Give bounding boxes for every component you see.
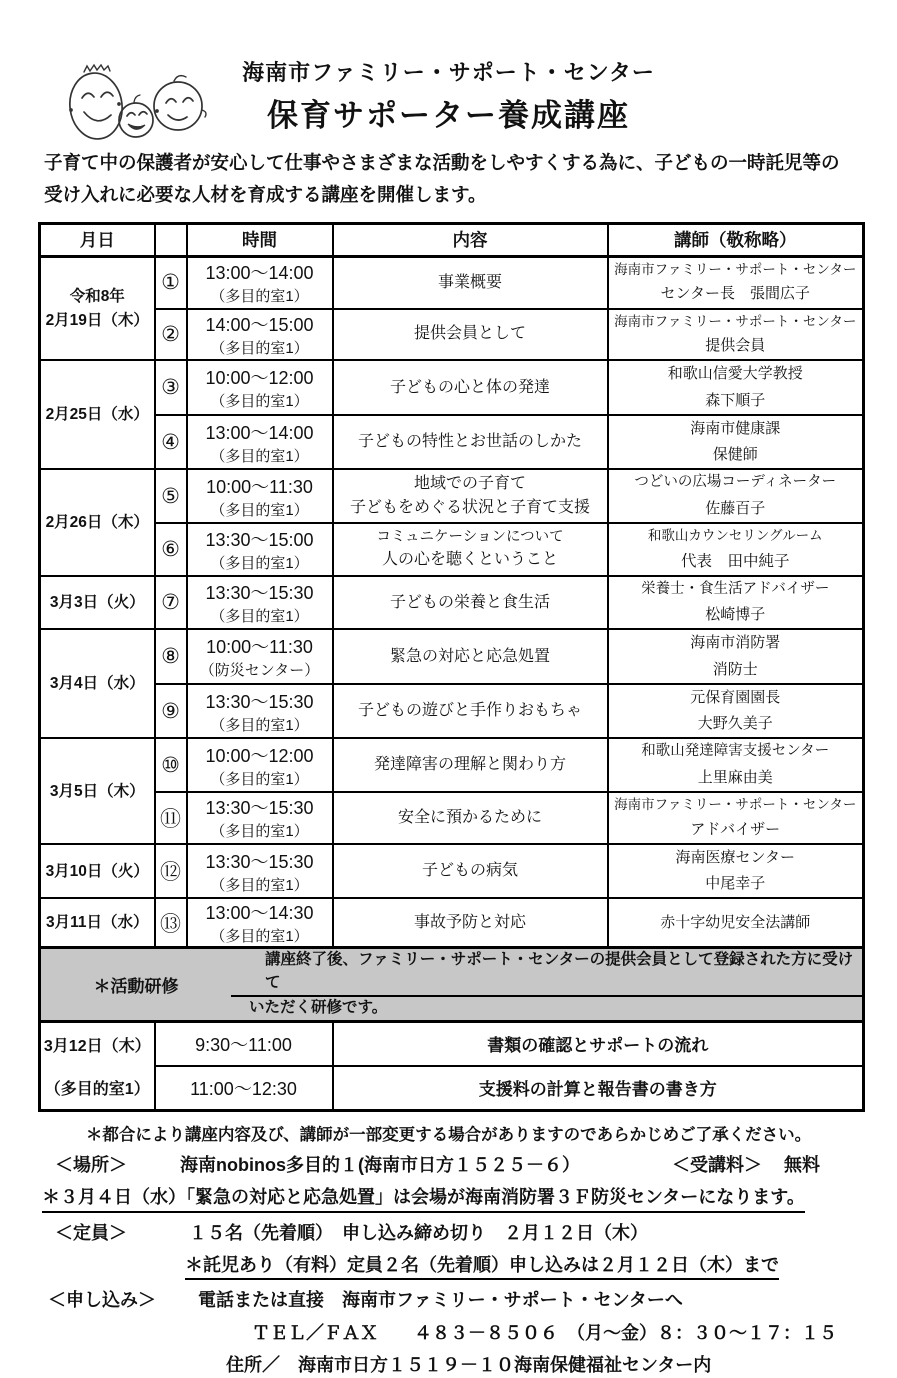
date-cell: 令和8年 2月19日（木） <box>40 256 155 360</box>
time-cell: 13:00～14:30 （多目的室1） <box>187 898 333 948</box>
instructor-cell: 海南市ファミリー・サポート・センター アドバイザー <box>608 792 864 844</box>
col-header-num <box>155 223 187 256</box>
address-line <box>0 1354 897 1377</box>
date-cell: 3月3日（火） <box>40 576 155 630</box>
schedule-row <box>40 256 864 308</box>
date-cell: 2月25日（水） <box>40 360 155 469</box>
instructor-cell: 栄養士・食生活アドバイザー 松崎博子 <box>608 576 864 630</box>
lesson-number: ④ <box>155 415 187 470</box>
childcare-note-line <box>0 1254 897 1280</box>
schedule-row <box>40 360 864 415</box>
schedule-table <box>38 222 865 1112</box>
capacity-line <box>0 1222 897 1245</box>
time-cell: 10:00～11:30 （多目的室1） <box>187 469 333 523</box>
schedule-row <box>40 844 864 899</box>
apply-value: 電話または直接 海南市ファミリー・サポート・センターへ <box>198 1290 683 1311</box>
table-header-row <box>40 223 864 256</box>
content-cell: 提供会員として <box>333 309 608 361</box>
tel-line <box>0 1322 897 1345</box>
place-value: 海南nobinos多目的１(海南市日方１５２５－６） <box>180 1154 580 1175</box>
time-cell: 13:30～15:30 （多目的室1） <box>187 844 333 899</box>
date-cell: 3月4日（水） <box>40 629 155 738</box>
instructor-cell: つどいの広場コーディネーター 佐藤百子 <box>608 469 864 523</box>
time-cell: 10:00～12:00 （多目的室1） <box>187 360 333 415</box>
schedule-row <box>40 684 864 739</box>
capacity-label: ＜定員＞ <box>55 1222 127 1243</box>
instructor-cell: 元保育園園長 大野久美子 <box>608 684 864 739</box>
instructor-cell: 和歌山信愛大学教授 森下順子 <box>608 360 864 415</box>
time-cell: 10:00～11:30 （防災センター） <box>187 629 333 684</box>
schedule-row <box>40 738 864 792</box>
schedule-row <box>40 629 864 684</box>
page-title: 保育サポーター養成講座 <box>267 98 630 133</box>
content-cell: 子どもの栄養と食生活 <box>333 576 608 630</box>
intro-line-2: 受け入れに必要な人材を育成する講座を開催します。 <box>44 183 487 205</box>
time-cell: 13:00～14:00 （多目的室1） <box>187 256 333 308</box>
date-cell: 3月10日（火） <box>40 844 155 899</box>
lesson-number: ⑪ <box>155 792 187 844</box>
date-cell: 3月5日（木） <box>40 738 155 844</box>
col-header-instructor: 講師（敬称略） <box>608 223 864 256</box>
lesson-number: ⑧ <box>155 629 187 684</box>
lesson-number: ⑤ <box>155 469 187 523</box>
training-time-cell: 11:00～12:30 <box>155 1066 333 1111</box>
schedule-row <box>40 898 864 948</box>
instructor-cell: 海南市ファミリー・サポート・センター センター長 張間広子 <box>608 256 864 308</box>
place-note: ＊３月４日（水）「緊急の対応と応急処置」は会場が海南消防署３Ｆ防災センターになります。 <box>42 1186 805 1212</box>
schedule-row <box>40 309 864 361</box>
schedule-row <box>40 576 864 630</box>
content-cell: 地域での子育て 子どもをめぐる状況と子育て支援 <box>333 469 608 523</box>
instructor-cell: 和歌山カウンセリングルーム 代表 田中純子 <box>608 523 864 576</box>
address-value: 住所／ 海南市日方１５１９－１０海南保健福祉センター内 <box>226 1355 712 1376</box>
content-cell: 子どもの心と体の発達 <box>333 360 608 415</box>
lesson-number: ⑦ <box>155 576 187 630</box>
instructor-cell: 海南医療センター 中尾幸子 <box>608 844 864 899</box>
content-cell: 事業概要 <box>333 256 608 308</box>
time-cell: 13:00～14:00 （多目的室1） <box>187 415 333 470</box>
lesson-number: ① <box>155 256 187 308</box>
col-header-time: 時間 <box>187 223 333 256</box>
time-cell: 13:30～15:30 （多目的室1） <box>187 684 333 739</box>
time-cell: 13:30～15:30 （多目的室1） <box>187 576 333 630</box>
time-cell: 13:30～15:00 （多目的室1） <box>187 523 333 576</box>
content-cell: 子どもの病気 <box>333 844 608 899</box>
place-line <box>0 1154 897 1177</box>
training-content-cell: 支援料の計算と報告書の書き方 <box>333 1066 864 1111</box>
col-header-date: 月日 <box>40 223 155 256</box>
apply-label: ＜申し込み＞ <box>48 1290 156 1311</box>
lesson-number: ③ <box>155 360 187 415</box>
activity-training-note-2: いただく研修です。 <box>249 999 388 1017</box>
lesson-number: ⑥ <box>155 523 187 576</box>
tel-fax-value: ＴＥＬ／ＦＡＸ ４８３－８５０６ （月～金）８：３０～１７：１５ <box>252 1322 837 1343</box>
organization-title: 海南市ファミリー・サポート・センター <box>242 60 655 85</box>
content-cell: 子どもの遊びと手作りおもちゃ <box>333 684 608 739</box>
lesson-number: ⑨ <box>155 684 187 739</box>
content-cell: コミュニケーションについて 人の心を聴くということ <box>333 523 608 576</box>
lesson-number: ⑫ <box>155 844 187 899</box>
schedule-row <box>40 523 864 576</box>
lesson-number: ⑩ <box>155 738 187 792</box>
training-row <box>40 1066 864 1111</box>
instructor-cell: 赤十字幼児安全法講師 <box>608 898 864 948</box>
activity-training-label: ＊活動研修 <box>93 977 179 997</box>
content-cell: 緊急の対応と応急処置 <box>333 629 608 684</box>
training-row <box>40 1021 864 1066</box>
instructor-cell: 海南市ファミリー・サポート・センター 提供会員 <box>608 309 864 361</box>
apply-line <box>0 1289 897 1312</box>
place-note-line <box>0 1186 897 1212</box>
instructor-cell: 海南市消防署 消防士 <box>608 629 864 684</box>
activity-training-band <box>40 948 864 1021</box>
lesson-number: ② <box>155 309 187 361</box>
content-cell: 発達障害の理解と関わり方 <box>333 738 608 792</box>
content-cell: 事故予防と対応 <box>333 898 608 948</box>
childcare-note: ＊託児あり（有料）定員２名（先着順）申し込みは２月１２日（木）まで <box>185 1254 779 1280</box>
lesson-number: ⑬ <box>155 898 187 948</box>
intro-line-1: 子育て中の保護者が安心して仕事やさまざまな活動をしやすくする為に、子どもの一時託児等の <box>44 152 840 173</box>
time-cell: 14:00～15:00 （多目的室1） <box>187 309 333 361</box>
col-header-content: 内容 <box>333 223 608 256</box>
place-label: ＜場所＞ <box>55 1154 127 1175</box>
content-cell: 子どもの特性とお世話のしかた <box>333 415 608 470</box>
schedule-row <box>40 469 864 523</box>
fee-value: 無料 <box>783 1154 820 1175</box>
fee-label: ＜受講料＞ <box>671 1154 762 1175</box>
capacity-value: １５名（先着順） 申し込み締め切り ２月１２日（木） <box>189 1222 648 1243</box>
training-content-cell: 書類の確認とサポートの流れ <box>333 1021 864 1066</box>
instructor-cell: 海南市健康課 保健師 <box>608 415 864 470</box>
date-cell: 2月26日（木） <box>40 469 155 575</box>
schedule-row <box>40 415 864 470</box>
change-disclaimer: ＊都合により講座内容及び、講師が一部変更する場合がありますのであらかじめご了承ください。 <box>85 1125 812 1144</box>
date-cell: 3月11日（水） <box>40 898 155 948</box>
instructor-cell: 和歌山発達障害支援センター 上里麻由美 <box>608 738 864 792</box>
time-cell: 13:30～15:30 （多目的室1） <box>187 792 333 844</box>
training-date-cell: 3月12日（木） （多目的室1） <box>40 1021 155 1110</box>
family-faces-illustration <box>56 48 216 158</box>
training-time-cell: 9:30～11:00 <box>155 1021 333 1066</box>
activity-training-note-underlined: 講座終了後、ファミリー・サポート・センターの提供会員として登録された方に受けて <box>231 949 862 997</box>
schedule-row <box>40 792 864 844</box>
content-cell: 安全に預かるために <box>333 792 608 844</box>
time-cell: 10:00～12:00 （多目的室1） <box>187 738 333 792</box>
